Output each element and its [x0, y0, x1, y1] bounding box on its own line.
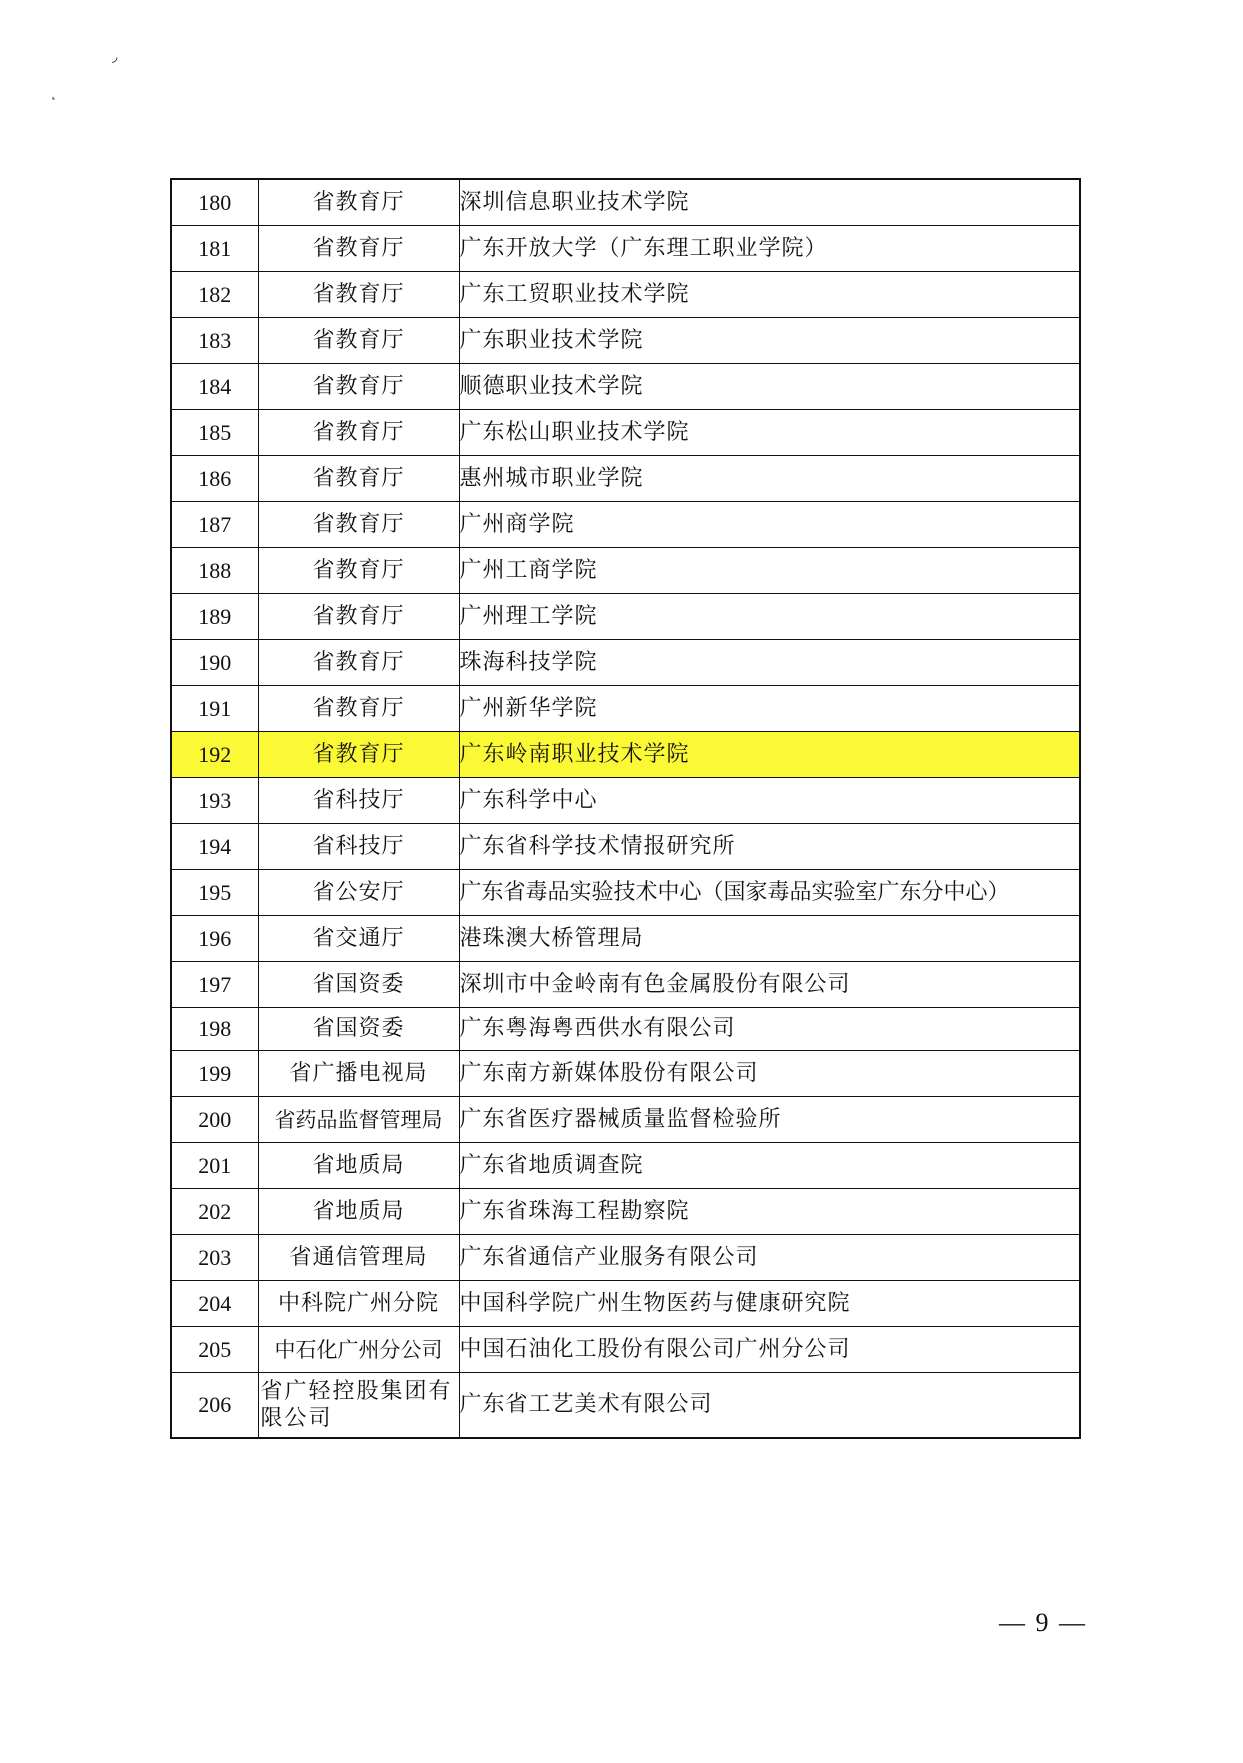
- unit-name-cell: 广东省地质调查院: [459, 1143, 1080, 1189]
- unit-name-cell: 广东南方新媒体股份有限公司: [459, 1051, 1080, 1097]
- table-row: [171, 962, 1080, 1008]
- table-row: [171, 778, 1080, 824]
- row-number: 189: [171, 594, 258, 640]
- unit-name-cell: 广州新华学院: [459, 686, 1080, 732]
- row-number: 200: [171, 1097, 258, 1143]
- unit-name-cell: 广东科学中心: [459, 778, 1080, 824]
- row-number: 191: [171, 686, 258, 732]
- department-cell: 省教育厅: [258, 640, 459, 686]
- table-row: [171, 548, 1080, 594]
- department-cell: 省教育厅: [258, 318, 459, 364]
- department-cell: 省通信管理局: [258, 1235, 459, 1281]
- department-cell: 省广播电视局: [258, 1051, 459, 1097]
- unit-name-cell: 深圳市中金岭南有色金属股份有限公司: [459, 962, 1080, 1008]
- department-cell: 省教育厅: [258, 686, 459, 732]
- row-number: 206: [171, 1373, 258, 1439]
- row-number: 199: [171, 1051, 258, 1097]
- department-cell: 省广轻控股集团有限公司: [258, 1373, 459, 1439]
- department-cell: 省教育厅: [258, 410, 459, 456]
- row-number: 185: [171, 410, 258, 456]
- row-number: 194: [171, 824, 258, 870]
- department-cell: 省教育厅: [258, 548, 459, 594]
- row-number: 187: [171, 502, 258, 548]
- unit-name-cell: 广州工商学院: [459, 548, 1080, 594]
- table-row: [171, 1143, 1080, 1189]
- department-cell: 省药品监督管理局: [258, 1097, 459, 1143]
- row-number: 205: [171, 1327, 258, 1373]
- department-cell: 省教育厅: [258, 364, 459, 410]
- highlighted-table-row: [171, 732, 1080, 778]
- row-number: 198: [171, 1008, 258, 1051]
- department-cell: 省教育厅: [258, 502, 459, 548]
- unit-name-cell: 广东省通信产业服务有限公司: [459, 1235, 1080, 1281]
- unit-name-cell: 广东工贸职业技术学院: [459, 272, 1080, 318]
- table-row: [171, 456, 1080, 502]
- row-number: 181: [171, 226, 258, 272]
- table-body: [171, 179, 1080, 1438]
- department-cell: 中科院广州分院: [258, 1281, 459, 1327]
- unit-name-cell: 广东粤海粤西供水有限公司: [459, 1008, 1080, 1051]
- unit-name-cell: 广东松山职业技术学院: [459, 410, 1080, 456]
- unit-name-cell: 珠海科技学院: [459, 640, 1080, 686]
- unit-name-cell: 广东省医疗器械质量监督检验所: [459, 1097, 1080, 1143]
- department-cell: 省国资委: [258, 1008, 459, 1051]
- department-cell: 省教育厅: [258, 456, 459, 502]
- department-cell: 省教育厅: [258, 179, 459, 226]
- table-row: [171, 686, 1080, 732]
- table-row: [171, 410, 1080, 456]
- table-row: [171, 318, 1080, 364]
- row-number: 183: [171, 318, 258, 364]
- unit-name-cell: 广州商学院: [459, 502, 1080, 548]
- table-row: [171, 179, 1080, 226]
- department-cell: 省教育厅: [258, 272, 459, 318]
- row-number: 190: [171, 640, 258, 686]
- row-number: 192: [171, 732, 258, 778]
- unit-name-cell: 港珠澳大桥管理局: [459, 916, 1080, 962]
- unit-name-cell: 广州理工学院: [459, 594, 1080, 640]
- department-cell: 省科技厅: [258, 824, 459, 870]
- department-cell: 省地质局: [258, 1143, 459, 1189]
- table-row: [171, 1008, 1080, 1051]
- row-number: 202: [171, 1189, 258, 1235]
- page-number: — 9 —: [999, 1608, 1087, 1637]
- table-row: [171, 1097, 1080, 1143]
- department-cell: 中石化广州分公司: [258, 1327, 459, 1373]
- unit-name-cell: 广东开放大学（广东理工职业学院）: [459, 226, 1080, 272]
- unit-name-cell: 中国科学院广州生物医药与健康研究院: [459, 1281, 1080, 1327]
- table-row: [171, 272, 1080, 318]
- table-row: [171, 916, 1080, 962]
- row-number: 203: [171, 1235, 258, 1281]
- table-row: [171, 226, 1080, 272]
- row-number: 186: [171, 456, 258, 502]
- unit-name-cell: 惠州城市职业学院: [459, 456, 1080, 502]
- department-cell: 省国资委: [258, 962, 459, 1008]
- department-cell: 省教育厅: [258, 732, 459, 778]
- table-row: [171, 502, 1080, 548]
- unit-name-cell: 顺德职业技术学院: [459, 364, 1080, 410]
- scan-speck: ◞: [112, 49, 118, 65]
- department-cell: 省科技厅: [258, 778, 459, 824]
- table-row: [171, 594, 1080, 640]
- department-cell: 省地质局: [258, 1189, 459, 1235]
- row-number: 182: [171, 272, 258, 318]
- unit-name-cell: 广东省珠海工程勘察院: [459, 1189, 1080, 1235]
- row-number: 180: [171, 179, 258, 226]
- table-row: [171, 1281, 1080, 1327]
- table-row: [171, 1327, 1080, 1373]
- row-number: 195: [171, 870, 258, 916]
- unit-name-cell: 广东省毒品实验技术中心（国家毒品实验室广东分中心）: [459, 870, 1080, 916]
- row-number: 201: [171, 1143, 258, 1189]
- table-row: [171, 640, 1080, 686]
- row-number: 204: [171, 1281, 258, 1327]
- unit-name-cell: 广东岭南职业技术学院: [459, 732, 1080, 778]
- table-row: [171, 1373, 1080, 1439]
- unit-list-table: [170, 178, 1081, 1439]
- unit-name-cell: 广东省工艺美术有限公司: [459, 1373, 1080, 1439]
- department-cell: 省公安厅: [258, 870, 459, 916]
- table-row: [171, 870, 1080, 916]
- department-cell: 省教育厅: [258, 594, 459, 640]
- department-cell: 省交通厅: [258, 916, 459, 962]
- unit-name-cell: 中国石油化工股份有限公司广州分公司: [459, 1327, 1080, 1373]
- row-number: 188: [171, 548, 258, 594]
- row-number: 184: [171, 364, 258, 410]
- table-row: [171, 1051, 1080, 1097]
- department-cell: 省教育厅: [258, 226, 459, 272]
- unit-name-cell: 广东省科学技术情报研究所: [459, 824, 1080, 870]
- unit-name-cell: 深圳信息职业技术学院: [459, 179, 1080, 226]
- scan-speck: ˛: [50, 85, 57, 101]
- row-number: 196: [171, 916, 258, 962]
- table-row: [171, 364, 1080, 410]
- unit-name-cell: 广东职业技术学院: [459, 318, 1080, 364]
- table-row: [171, 824, 1080, 870]
- row-number: 197: [171, 962, 258, 1008]
- table-row: [171, 1189, 1080, 1235]
- table-row: [171, 1235, 1080, 1281]
- row-number: 193: [171, 778, 258, 824]
